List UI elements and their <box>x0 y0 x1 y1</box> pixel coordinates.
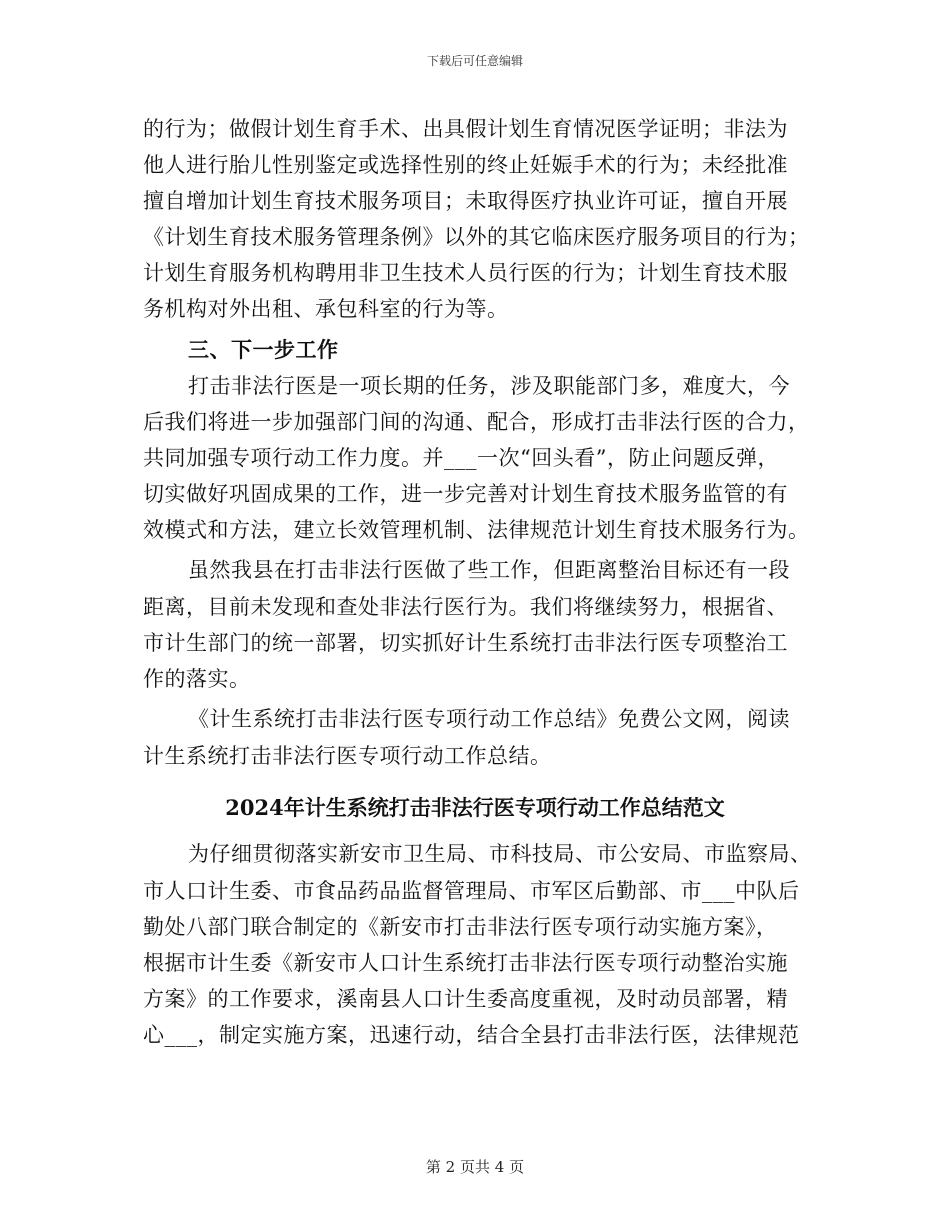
body-line: 他人进行胎儿性别鉴定或选择性别的终止妊娠手术的行为；未经批准 <box>143 153 788 177</box>
body-line: 计生系统打击非法行医专项行动工作总结。 <box>143 744 552 768</box>
body-line: 虽然我县在打击非法行医做了些工作，但距离整治目标还有一段 <box>188 558 790 582</box>
body-line: 后我们将进一步加强部门间的沟通、配合，形成打击非法行医的合力， <box>143 410 810 434</box>
body-line: 的行为；做假计划生育手术、出具假计划生育情况医学证明；非法为 <box>143 117 788 141</box>
page-footer: 第 2 页共 4 页 <box>425 1158 525 1176</box>
body-line: 为仔细贯彻落实新安市卫生局、市科技局、市公安局、市监察局、 <box>188 842 812 866</box>
body-line: 效模式和方法，建立长效管理机制、法律规范计划生育技术服务行为。 <box>143 518 810 542</box>
article-title: 2024年计生系统打击非法行医专项行动工作总结范文 <box>225 795 725 820</box>
body-line: 共同加强专项行动工作力度。并___一次“回头看”，防止问题反弹， <box>143 446 779 470</box>
body-line: 根据市计生委《新安市人口计生系统打击非法行医专项行动整治实施 <box>143 951 788 975</box>
body-line: 《计生系统打击非法行医专项行动工作总结》免费公文网，阅读 <box>188 707 790 731</box>
body-line: 擅自增加计划生育技术服务项目；未取得医疗执业许可证，擅自开展 <box>143 189 788 213</box>
body-line: 计划生育服务机构聘用非卫生技术人员行医的行为；计划生育技术服 <box>143 261 788 285</box>
page-header: 下载后可任意编辑 <box>426 54 523 68</box>
body-line: 距离，目前未发现和查处非法行医行为。我们将继续努力，根据省、 <box>143 595 788 619</box>
body-line: 《计划生育技术服务管理条例》以外的其它临床医疗服务项目的行为； <box>143 225 810 249</box>
body-line: 市人口计生委、市食品药品监督管理局、市军区后勤部、市___中队后 <box>143 879 800 903</box>
body-line: 方案》的工作要求，溪南县人口计生委高度重视，及时动员部署，精 <box>143 987 788 1011</box>
body-line: 务机构对外出租、承包科室的行为等。 <box>143 297 509 321</box>
body-line: 勤处八部门联合制定的《新安市打击非法行医专项行动实施方案》， <box>143 915 778 939</box>
body-line: 打击非法行医是一项长期的任务，涉及职能部门多，难度大，今 <box>188 374 790 398</box>
body-line: 心___，制定实施方案，迅速行动，结合全县打击非法行医，法律规范 <box>143 1023 800 1047</box>
body-line: 市计生部门的统一部署，切实抓好计生系统打击非法行医专项整治工 <box>143 631 788 655</box>
section-heading: 三、下一步工作 <box>188 337 339 362</box>
body-line: 作的落实。 <box>143 667 251 691</box>
body-line: 切实做好巩固成果的工作，进一步完善对计划生育技术服务监管的有 <box>143 482 788 506</box>
